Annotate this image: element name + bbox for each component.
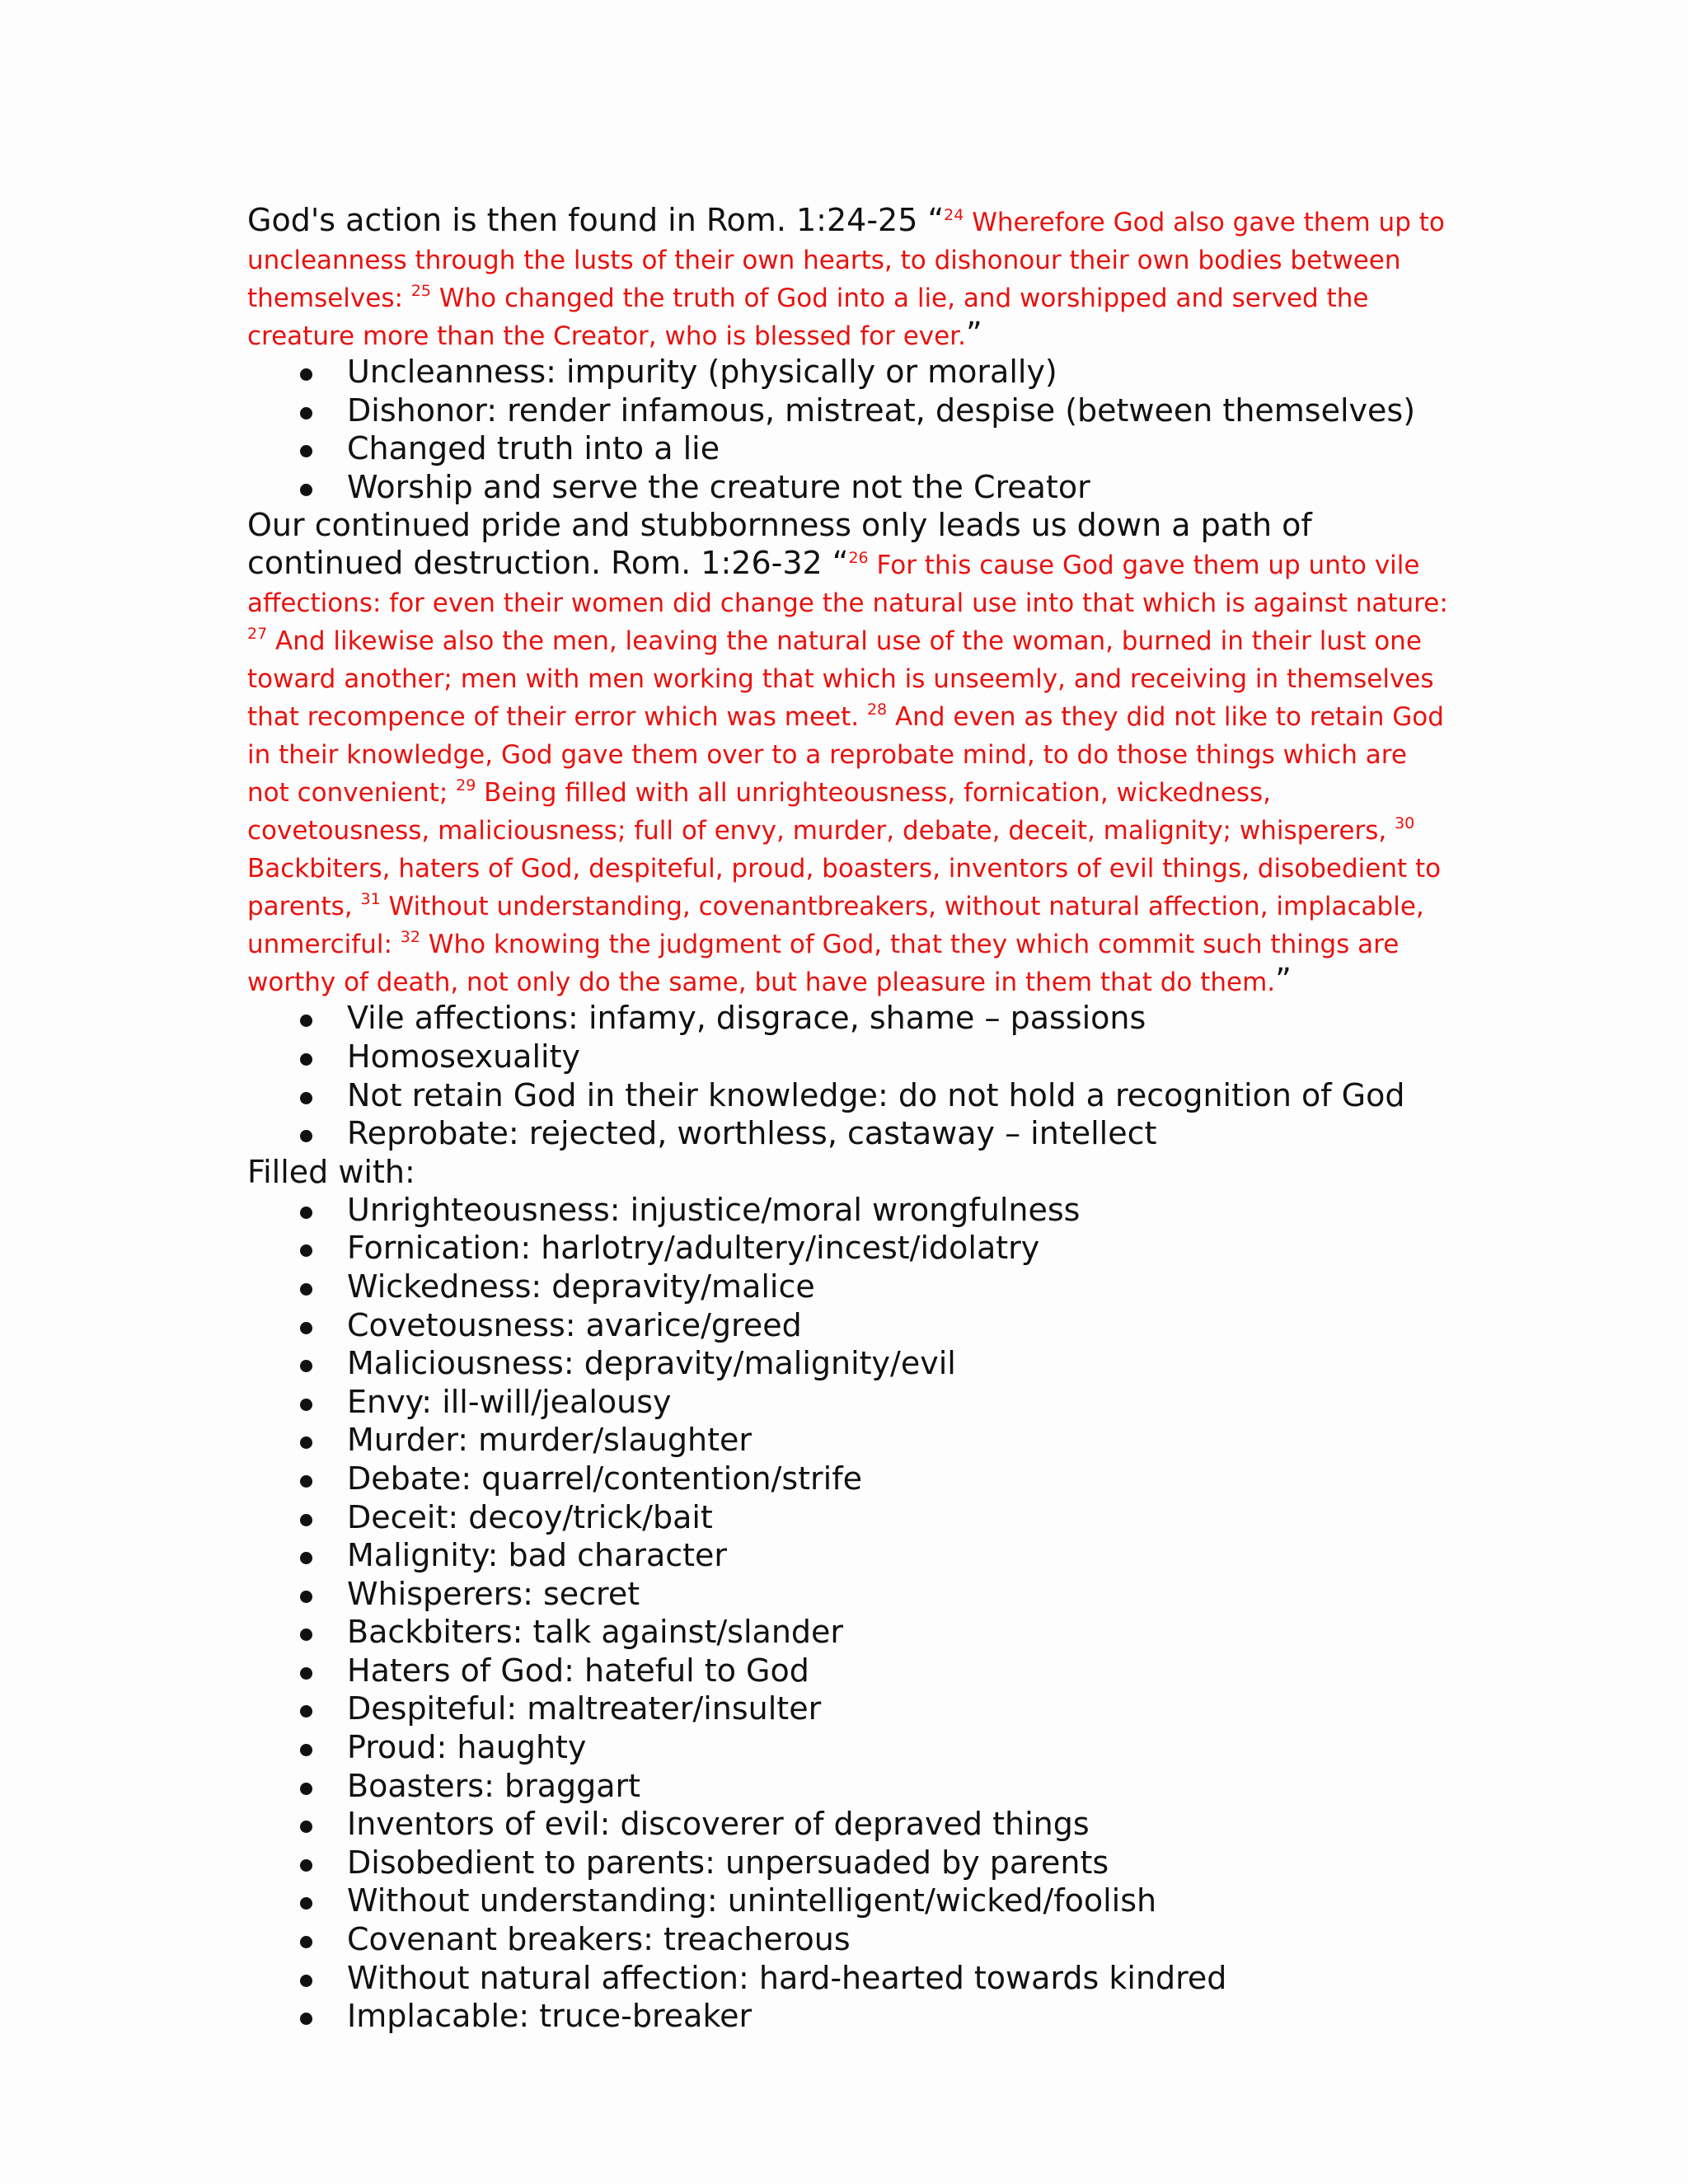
list-item: Despiteful: maltreater/insulter — [247, 1690, 1451, 1728]
bullet-icon — [300, 1744, 312, 1756]
list-item: Changed truth into a lie — [247, 429, 1451, 468]
list-item: Disobedient to parents: unpersuaded by parents — [247, 1844, 1451, 1882]
list-item: Covenant breakers: treacherous — [247, 1920, 1451, 1959]
bullet-icon — [300, 1705, 312, 1718]
bullet-icon — [300, 1897, 312, 1910]
bullet-icon — [300, 1936, 312, 1948]
list-item: Without natural affection: hard-hearted towards kindred — [247, 1959, 1451, 1998]
bullet-icon — [300, 1629, 312, 1641]
list-item: Dishonor: render infamous, mistreat, despise (between themselves) — [247, 391, 1451, 430]
bullet-icon — [300, 1552, 312, 1564]
open-quote: “ — [832, 545, 849, 582]
verse-text: Being filled with all unrighteousness, fornication, wickedness, covetousness, maliciousness; full of envy, murder, debate, deceit, malignity; whisperers, — [247, 778, 1395, 846]
verse-number: 26 — [848, 549, 869, 568]
bullet-icon — [300, 1436, 312, 1449]
bullet-icon — [300, 1283, 312, 1296]
bullet-icon — [300, 1207, 312, 1219]
list-item: Unrighteousness: injustice/moral wrongfulness — [247, 1191, 1451, 1230]
bullet-icon — [300, 1360, 312, 1372]
list-item: Whisperers: secret — [247, 1575, 1451, 1614]
list-item: Deceit: decoy/trick/bait — [247, 1498, 1451, 1537]
bullet-icon — [300, 1399, 312, 1411]
list-item: Proud: haughty — [247, 1728, 1451, 1767]
bullet-icon — [300, 368, 312, 381]
verse-number: 32 — [400, 928, 420, 947]
open-quote: “ — [927, 202, 945, 238]
filled-with-heading: Filled with: — [247, 1153, 415, 1190]
list-item: Uncleanness: impurity (physically or morally) — [247, 353, 1451, 391]
bullet-icon — [300, 1244, 312, 1257]
list-item: Inventors of evil: discoverer of depraved things — [247, 1805, 1451, 1844]
close-quote: ” — [1275, 962, 1292, 999]
list-item: Boasters: braggart — [247, 1767, 1451, 1806]
list-item: Not retain God in their knowledge: do not hold a recognition of God — [247, 1076, 1451, 1115]
verse-number: 30 — [1395, 814, 1415, 833]
verse-number: 24 — [944, 206, 964, 224]
list-item: Without understanding: unintelligent/wicked/foolish — [247, 1882, 1451, 1920]
bullet-icon — [300, 1514, 312, 1526]
bullet-list-1 — [247, 353, 1451, 506]
bullet-icon — [300, 1667, 312, 1680]
verse-text: For this cause God gave them up unto vile affections: for even their women did change the natural use into that which is against nature: — [247, 551, 1448, 619]
bullet-icon — [300, 1475, 312, 1488]
list-item: Murder: murder/slaughter — [247, 1421, 1451, 1460]
bullet-list-3 — [247, 1191, 1451, 2036]
bullet-icon — [300, 1859, 312, 1872]
verse-text: Backbiters, haters of God, despiteful, proud, boasters, inventors of evil things, disobedient to parents, — [247, 854, 1442, 922]
paragraph-intro: God's action is then found in Rom. 1:24-25 — [247, 202, 928, 238]
verse-text: Who knowing the judgment of God, that they which commit such things are worthy of death, not only do the same, but have pleasure in them that do them. — [247, 930, 1400, 998]
list-item: Debate: quarrel/contention/strife — [247, 1460, 1451, 1498]
list-item: Covetousness: avarice/greed — [247, 1306, 1451, 1345]
verse-text: Wherefore God also gave them up to uncleanness through the lusts of their own hearts, to dishonour their own bodies between themselves: — [247, 208, 1445, 313]
verse-text: And likewise also the men, leaving the natural use of the woman, burned in their lust one toward another; men with men working that which is unseemly, and receiving in themselves that recompence of their error which was meet. — [247, 626, 1434, 733]
list-item: Wickedness: depravity/malice — [247, 1268, 1451, 1306]
verse-text: And even as they did not like to retain God in their knowledge, God gave them over to a reprobate mind, to do those things which are not convenient; — [247, 702, 1444, 808]
bullet-icon — [300, 1322, 312, 1334]
bullet-icon — [300, 445, 312, 457]
bullet-icon — [300, 1783, 312, 1795]
list-item: Reprobate: rejected, worthless, castaway – intellect — [247, 1114, 1451, 1153]
bullet-icon — [300, 1053, 312, 1066]
verse-text: Without understanding, covenantbreakers, without natural affection, implacable, unmerciful: — [247, 892, 1424, 960]
paragraph-rom-1-24-25 — [247, 201, 1451, 353]
bullet-icon — [300, 1015, 312, 1027]
bullet-icon — [300, 2013, 312, 2025]
list-item: Malignity: bad character — [247, 1536, 1451, 1575]
bullet-icon — [300, 1821, 312, 1833]
document-content — [247, 201, 1451, 2036]
list-item: Haters of God: hateful to God — [247, 1652, 1451, 1690]
list-item: Envy: ill-will/jealousy — [247, 1383, 1451, 1422]
bullet-icon — [300, 1092, 312, 1104]
verse-number: 31 — [360, 890, 381, 909]
bullet-list-2 — [247, 999, 1451, 1152]
list-item: Implacable: truce-breaker — [247, 1997, 1451, 2036]
bullet-icon — [300, 1975, 312, 1987]
bullet-icon — [300, 484, 312, 496]
list-item: Vile affections: infamy, disgrace, shame – passions — [247, 999, 1451, 1038]
bullet-icon — [300, 1130, 312, 1142]
list-item: Worship and serve the creature not the Creator — [247, 468, 1451, 507]
verse-number: 29 — [456, 776, 476, 795]
list-item: Backbiters: talk against/slander — [247, 1613, 1451, 1652]
verse-number: 27 — [247, 625, 268, 644]
verse-number: 28 — [866, 701, 888, 719]
paragraph-rom-1-26-32 — [247, 506, 1451, 999]
verse-number: 25 — [410, 282, 431, 300]
verse-text: Who changed the truth of God into a lie, and worshipped and served the creature more than the Creator, who is blessed for ever. — [247, 284, 1369, 351]
list-item: Homosexuality — [247, 1038, 1451, 1076]
list-item: Maliciousness: depravity/malignity/evil — [247, 1344, 1451, 1383]
bullet-icon — [300, 407, 312, 419]
list-item: Fornication: harlotry/adultery/incest/idolatry — [247, 1229, 1451, 1268]
close-quote: ” — [965, 316, 982, 352]
paragraph-intro: Our continued pride and stubbornness only leads us down a path of continued destruction. Rom. 1:26-32 — [247, 507, 1312, 582]
bullet-icon — [300, 1591, 312, 1603]
